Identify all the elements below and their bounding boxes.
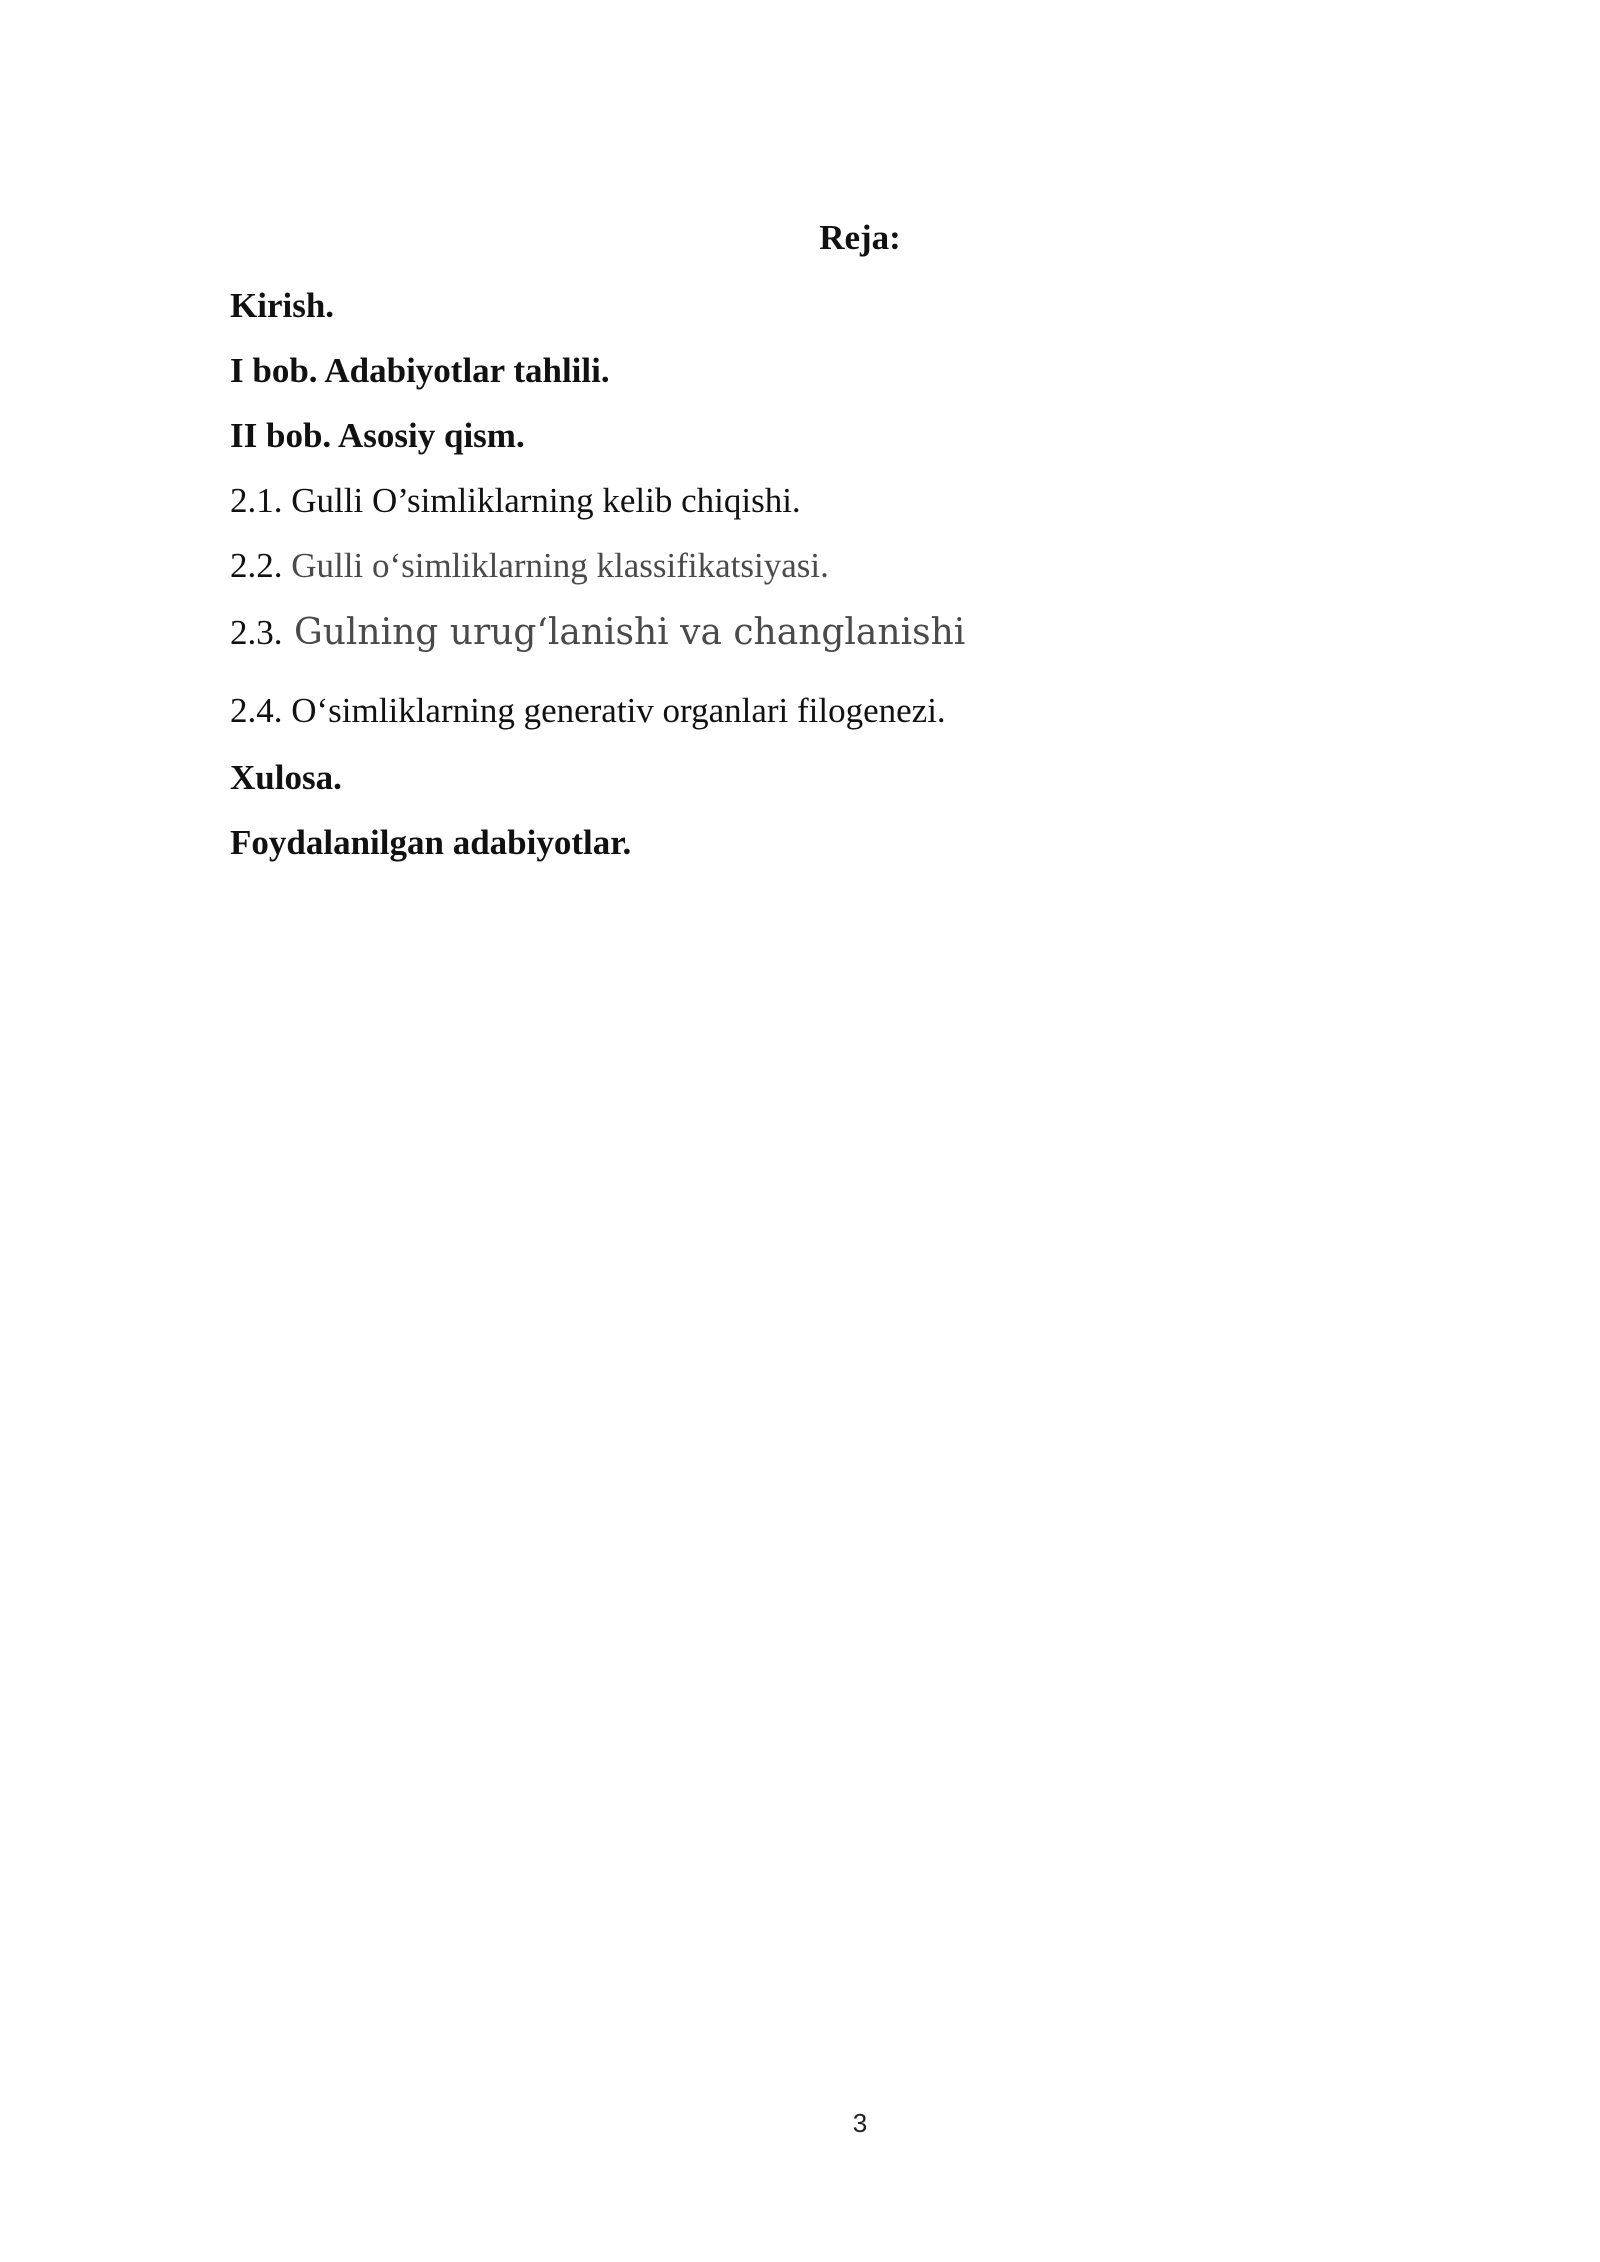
toc-section-number: 2.4. xyxy=(230,691,283,730)
toc-item-section-2-1 xyxy=(230,479,801,523)
toc-item-section-2-3 xyxy=(230,611,965,655)
toc-item-chapter-2: II bob. Asosiy qism. xyxy=(230,416,525,455)
toc-item-chapter-1: I bob. Adabiyotlar tahlili. xyxy=(230,351,610,390)
toc-section-title: Gulli O’simliklarning kelib chiqishi. xyxy=(282,481,801,520)
page-number: 3 xyxy=(852,2108,868,2138)
toc-item-section-2-2 xyxy=(230,544,829,588)
toc-section-title: O‘simliklarning generativ organlari filogenezi. xyxy=(282,691,946,730)
toc-item-references: Foydalanilgan adabiyotlar. xyxy=(230,823,632,862)
toc-section-number: 2.1. xyxy=(230,481,283,520)
toc-item-section-2-4 xyxy=(230,689,946,733)
toc-section-title: Gulning urug‘lanishi va changlanishi xyxy=(282,612,966,653)
toc-section-number: 2.3. xyxy=(230,613,283,652)
page-title: Reja: xyxy=(819,218,901,257)
toc-section-title: Gulli o‘simliklarning klassifikatsiyasi. xyxy=(282,546,829,585)
toc-item-conclusion: Xulosa. xyxy=(230,758,342,797)
toc-item-introduction: Kirish. xyxy=(230,286,335,325)
toc-section-number: 2.2. xyxy=(230,546,283,585)
